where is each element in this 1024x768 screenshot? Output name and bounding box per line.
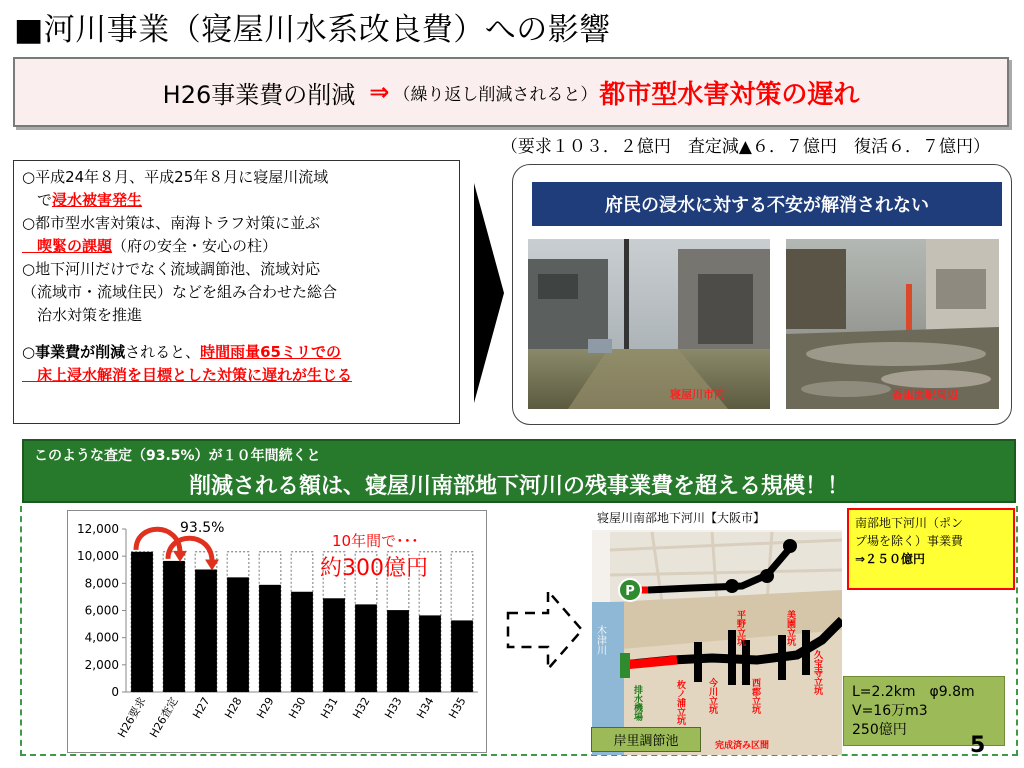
map-label: 西郡立坑 bbox=[750, 678, 760, 714]
explanation-line: ○平成24年８月、平成25年８月に寝屋川流域 bbox=[22, 168, 329, 186]
explanation-box bbox=[13, 160, 460, 424]
explanation-line: ○都市型水害対策は、南海トラフ対策に並ぶ bbox=[22, 214, 321, 232]
chart-total-label-1: 10年間で･･･ bbox=[332, 532, 419, 550]
y-tick-label: 2,000 bbox=[84, 657, 119, 672]
map-label: 排水機場 bbox=[632, 685, 642, 721]
map-label: 美園立坑 bbox=[785, 610, 795, 646]
map-title: 寝屋川南部地下河川【大阪市】 bbox=[597, 511, 766, 525]
x-tick-label: H34 bbox=[414, 695, 437, 721]
bar bbox=[195, 569, 217, 692]
spacer bbox=[22, 327, 451, 341]
photo-banner: 府民の浸水に対する不安が解消されない bbox=[532, 182, 1002, 226]
photo-caption-left: 寝屋川市内 bbox=[670, 388, 725, 401]
river-label: 木津川 bbox=[594, 625, 606, 655]
delay-text: 床上浸水解消を目標とした対策に遅れが生じる bbox=[22, 366, 353, 384]
spec-line: 250億円 bbox=[852, 722, 907, 738]
chart-canvas bbox=[68, 511, 488, 754]
budget-chart bbox=[67, 510, 487, 753]
explanation-line: ○地下河川だけでなく流域調節池、流域対応 bbox=[22, 260, 321, 278]
y-tick-label: 10,000 bbox=[77, 549, 119, 564]
spec-line: L=2.2km φ9.8m bbox=[852, 684, 975, 700]
x-tick-label: H30 bbox=[286, 695, 309, 721]
conclusion-line-2: 削減される額は、寝屋川南部地下河川の残事業費を超える規模！！ bbox=[188, 474, 849, 499]
x-tick-label: H31 bbox=[318, 695, 341, 721]
cost-note-line: 南部地下河川（ポン bbox=[855, 516, 964, 530]
bar bbox=[451, 620, 473, 692]
y-tick-label: 8,000 bbox=[84, 576, 119, 591]
x-tick-label: H27 bbox=[190, 695, 213, 721]
conclusion-banner bbox=[22, 439, 1016, 503]
x-tick-label: H33 bbox=[382, 695, 405, 721]
x-tick-label: H26査定 bbox=[147, 695, 181, 740]
budget-note: （要求１０３．２億円 査定減▲６．７億円 復活６．７億円） bbox=[500, 137, 990, 157]
explanation-line: 治水対策を推進 bbox=[22, 306, 143, 324]
bar bbox=[259, 585, 281, 692]
rainfall-target-text: 時間雨量65ミリでの bbox=[200, 343, 341, 361]
banner-result: 都市型水害対策の遅れ bbox=[599, 79, 860, 110]
x-tick-label: H32 bbox=[350, 695, 373, 721]
cost-note bbox=[847, 508, 1015, 590]
urgent-issue-text: 喫緊の課題 bbox=[22, 237, 113, 255]
page-number: 5 bbox=[970, 733, 986, 758]
flood-photo-right bbox=[786, 239, 999, 409]
explanation-line: （流域市・流域住民）などを組み合わせた総合 bbox=[22, 283, 338, 301]
bar bbox=[163, 561, 185, 692]
y-tick-label: 0 bbox=[111, 685, 119, 699]
cost-note-line: ⇒２５０億円 bbox=[855, 552, 926, 566]
explanation-line: で浸水被害発生 bbox=[22, 191, 143, 209]
explanation-line bbox=[22, 364, 451, 387]
x-tick-label: H29 bbox=[254, 695, 277, 721]
flood-photo-left bbox=[528, 239, 770, 409]
map-label: 今川立坑 bbox=[707, 678, 717, 714]
x-tick-label: H26要求 bbox=[115, 695, 149, 740]
banner-arrow-icon: ⇒ bbox=[369, 78, 390, 106]
tunnel-map bbox=[592, 530, 842, 755]
bar bbox=[227, 577, 249, 692]
bar bbox=[291, 592, 313, 692]
dashed-arrow-icon bbox=[504, 585, 586, 675]
conclusion-line-1: このような査定（93.5%）が１０年間続くと bbox=[34, 448, 321, 464]
bar bbox=[323, 598, 345, 692]
banner-main: H26事業費の削減 bbox=[162, 80, 356, 109]
chart-rate-label: 93.5% bbox=[180, 520, 225, 536]
flood-damage-text: 浸水被害発生 bbox=[52, 191, 143, 209]
cost-note-line: プ場を除く）事業費 bbox=[855, 534, 964, 548]
headline-banner bbox=[13, 57, 1009, 127]
bar bbox=[355, 604, 377, 692]
y-tick-label: 12,000 bbox=[77, 522, 119, 536]
kishisato-label: 岸里調節池 bbox=[591, 727, 701, 752]
reduction-arrow bbox=[136, 529, 180, 553]
x-tick-label: H35 bbox=[446, 695, 469, 721]
right-arrow-icon bbox=[474, 183, 504, 403]
page-title: ■河川事業（寝屋川水系改良費）への影響 bbox=[14, 12, 611, 48]
bar bbox=[387, 610, 409, 692]
x-tick-label: H28 bbox=[222, 695, 245, 721]
explanation-line: 喫緊の課題（府の安全・安心の柱） bbox=[22, 237, 278, 255]
banner-paren: （繰り返し削減されると） bbox=[393, 84, 598, 105]
bar bbox=[131, 552, 153, 692]
chart-total-label-2: 約300億円 bbox=[320, 556, 428, 581]
parking-icon: P bbox=[625, 584, 635, 599]
map-label: 枚ノ浦立坑 bbox=[675, 680, 685, 725]
spec-line: V=16万m3 bbox=[852, 703, 928, 719]
explanation-line: ○事業費が削減されると、時間雨量65ミリでの bbox=[22, 343, 341, 361]
bar bbox=[419, 615, 441, 692]
y-tick-label: 6,000 bbox=[84, 603, 119, 618]
map-label: 平野立坑 bbox=[735, 610, 745, 646]
completed-section-label: 完成済み区間 bbox=[714, 741, 770, 751]
y-tick-label: 4,000 bbox=[84, 630, 119, 645]
photo-caption-right: 香里園駅周辺 bbox=[892, 388, 958, 401]
map-label: 久宝寺立坑 bbox=[812, 650, 822, 695]
